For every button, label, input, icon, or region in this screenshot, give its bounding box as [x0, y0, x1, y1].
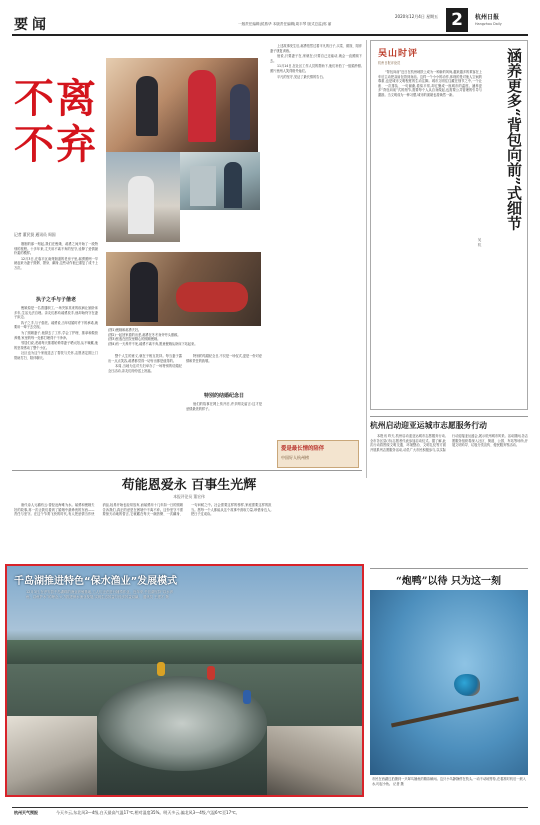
paragraph: 他说,只要妻子在,家就在;只要自己还能动,就会一直照顾下去。	[270, 54, 362, 63]
lead-headline-char-3: 不	[14, 121, 56, 168]
weather-text: 今天多云,东北风3—4级,白天最高气温17℃,相对湿度35%。明天多云,偏北风3—4级,气温6℃至17℃。	[56, 810, 240, 815]
lead-photo-4	[106, 252, 261, 326]
lead-body-col2	[108, 354, 182, 464]
worker-figure	[243, 690, 251, 704]
photo-figure	[188, 70, 216, 142]
masthead-rule	[12, 34, 528, 36]
column-rule	[366, 40, 367, 478]
paragraph: 本报讯 昨天,杭州启动迎亚运城市志愿服务行动,全市各区县(市)志愿者代表参加启动仪式。据了解,此次行动将围绕文明交通、环境整治、文明礼仪等方面开展系列志愿服务活动,动员广大市民积极参与,以实际行动迎接亚运盛会,展示杭州城市风采。活动期间,各志愿服务组织将深入社区、街道、公园、车站等场所,开展文明劝导、垃圾分类宣传、便民服务等活动。	[370, 434, 528, 452]
lead-body-col1b	[14, 306, 98, 456]
caption-line: (图2)一起回家看的出差,郝勇在冬冬身旁劳头照顾。	[108, 332, 181, 337]
photo-figure	[128, 176, 154, 234]
paragraph: 他们的故事在网上传开后,许多网友留言:这才是爱情最美的样子。	[186, 402, 262, 411]
fishery-headline: 千岛湖推进特色“保水渔业”发展模式	[14, 576, 178, 587]
hill-silhouette	[7, 640, 364, 664]
section-rule	[12, 470, 362, 471]
footer-rule	[12, 807, 528, 808]
volunteer-body	[370, 434, 528, 562]
fishery-credit: 通讯员 王建才 摄	[142, 594, 169, 599]
fish-net	[97, 676, 267, 771]
lead-body-col4	[270, 44, 362, 440]
fishery-caption-text: 12月3日,在淳安县千岛湖畔的渔业养殖基地,工人们正在进行捕捞作业。近年来,千岛湖坚持“以水养鱼、以鱼护水”的理念,大力推进保水渔业发展,实现生态效益与经济效益双赢。	[26, 590, 174, 599]
sidebar-author: 吴 杭	[478, 238, 482, 247]
volunteer-headline: 杭州启动迎亚运城市志愿服务行动	[370, 421, 487, 430]
fishery-caption	[26, 590, 176, 600]
editors-line: 一版责任编辑|侯燕华 本版责任编辑|周丰琴 版式总监|郭 丽	[238, 22, 332, 26]
paragraph: 11月14日,在社区工作人员的帮助下,他们补拍了一组婚纱照,照片里两人笑得格外灿烂。	[270, 64, 362, 73]
photo-figure	[176, 282, 248, 312]
sidebar-title	[488, 48, 522, 298]
branch	[391, 697, 519, 728]
boat-hull	[7, 716, 97, 796]
bird-caption-text: 市民在西湖边拍摄到一只翠鸟捕鱼的精彩瞬间。这只小鸟静静停在枝头,一动不动地等待,在看准时机后一跃入水,叼起小鱼。	[372, 777, 526, 786]
commentary-headline: 苟能恩爱永 百事生光辉	[121, 478, 257, 493]
paragraph: 上述故事发生后,郝勇依然过着平凡的日子,买菜、做饭、陪伴妻子康复训练。	[270, 44, 362, 53]
column-logo-sub: 中国好人杭州榜	[281, 455, 309, 460]
bird-photo	[370, 590, 528, 775]
bird-credit: 记者 摄	[393, 781, 404, 786]
paragraph: 刚刚的那一刻起,我们在俊娥、郝勇之间开始了一段特别的旅程。十多年来,丈夫用不离不弃的坚守,诠释了爱情最朴素的模样。	[14, 242, 98, 256]
weather-label: 杭州天气预报	[14, 810, 38, 815]
lead-photo-3	[106, 152, 180, 242]
photo-figure	[136, 76, 158, 136]
kingfisher-bird	[454, 674, 480, 696]
paragraph: 为了照顾妻子,他辞去了工作,学会了护理、推拿和做营养餐,家里的每一处都打理得干干净净。	[14, 330, 98, 340]
lead-body-col3	[186, 354, 262, 390]
paragraph: 12月3日,在临平区南苑街道的老房子里,郝勇照例一早就起来为妻子熬粥、擦身、翻身,这些动作他已重复了成千上万次。	[14, 256, 98, 270]
worker-figure	[157, 662, 165, 676]
paper-name-en: Hangzhou Daily	[475, 22, 502, 26]
paragraph: 俊娥原是一名普通职工,一场突如其来的疾病让她卧床多年,生活无法自理。亲友们都劝郝勇放手,他却始终守在妻子床边。	[14, 306, 98, 320]
paragraph: 整个人生的意义,就在于相互扶持。每当妻子露出一点点笑容,郝勇都觉得一切付出都是值得的。	[108, 354, 182, 363]
lead-byline: 记者 董民贤 通讯员 周国	[14, 232, 56, 237]
column-logo-title: 爱是最长情的陪伴	[281, 446, 325, 452]
paper-name: 杭州日报	[475, 14, 500, 21]
sidebar-title-text: 涵养更多“背包向前”式细节	[505, 48, 523, 231]
sidebar-column-sub: 杭州日报评论员	[378, 61, 401, 65]
paragraph: 特别的结婚纪念日,不仅是一场仪式,更是一份对爱情和责任的致敬。	[186, 354, 262, 363]
lead-headline-char-2: 离	[56, 75, 98, 122]
bird-headline: “炮鸭”以待 只为这一刻	[396, 576, 501, 587]
lead-photo-1	[106, 58, 258, 152]
bird-caption	[372, 777, 526, 803]
caption-line: (图4)有一天养并不死,郝勇不离不弃,愿意俊娥从卧床下站起来。	[108, 341, 198, 346]
lead-headline-line2	[14, 122, 98, 168]
paragraph: 唐代诗人元稹有云:曾经沧海难为水。郝勇和俊娥夫妇的故事,再一次让我们看到了婚姻中最珍贵的东西——责任与坚守。在这个节奏飞快的时代,有人把爱情当作快消品,轻易开始也轻易放弃,而郝勇用十几年如一日的照顾告诉我们,真正的爱是在困境中不离不弃。这份坚守不需要惊天动地的誓言,它就藏在每天一碗热粥、一次翻身、一句问候之中。社会需要这样的榜样,家庭需要这样的担当。愿每一个人都能从这个故事中汲取力量,珍惜身边人,把日子过成诗。	[14, 503, 272, 517]
commentary-byline: 本报评论员 董宏伟	[173, 494, 205, 499]
sidebar-body	[378, 70, 482, 404]
photo-figure	[130, 262, 158, 322]
caption-line: (图1)俊娥和郝勇夫妇。	[108, 328, 142, 332]
paragraph: 邻居们说,老郝每天推着轮椅带妻子晒太阳,从不喊累,他的坚持感动了整个小区。	[14, 341, 98, 350]
lead-headline-char-1: 不	[14, 75, 56, 122]
sidebar-column-name: 吴山时评	[378, 49, 419, 59]
section-title: 要闻	[14, 17, 50, 33]
photo-figure	[230, 84, 250, 140]
lead-captions	[108, 328, 260, 350]
paragraph: 社区也为这个家庭送去了帮扶与关怀,志愿者定期上门帮助打扫、陪伴聊天。	[14, 351, 98, 360]
subhead-1: 执子之手与子偕老	[35, 297, 76, 303]
lead-headline-char-4: 弃	[56, 121, 98, 168]
lead-body-col1	[14, 242, 98, 292]
paragraph: 本周,当地为这对夫妇举办了一场特别的结婚纪念日活动,亲友们纷纷送上祝福。	[108, 364, 182, 373]
section-rule	[370, 416, 528, 417]
section-rule	[370, 568, 528, 569]
lead-body-col3b	[186, 402, 262, 464]
paragraph: 执子之手,与子偕老。郝勇说,当年结婚时许下的承诺,就要用一辈子去兑现。	[14, 320, 98, 330]
paragraph: 平凡的坚守,见证了最长情的告白。	[277, 74, 326, 79]
caption-line: (图3)张逸在医院里精心的照顾俊娥。	[108, 337, 161, 342]
lead-headline-line1	[14, 76, 98, 122]
boat-hull	[267, 726, 364, 796]
sidebar-column-logo	[378, 46, 464, 66]
subhead-2: 特别的结婚纪念日	[203, 393, 244, 399]
column-logo	[277, 440, 359, 468]
date-line: 2020年12月4日 星期五	[395, 14, 439, 19]
photo-figure	[224, 162, 242, 208]
commentary-body	[14, 503, 360, 563]
page-number: 2	[446, 8, 468, 32]
paragraph: “背包向前”近日在杭州地铁上成为一种新的风尚,越来越多的乘客在上车后主动把双肩包背到身前。这样一个小小的动作,体现的是对他人空间的尊重,也是城市文明程度的生动注脚。城市文明往往藏在细节之中,一个让座、一次排队、一句谢谢,看似平常,却汇聚成一座城市的温度。涵养更多“背包向前”式的细节,需要每个人从自身做起,也需要公共管理的引导与激励。当文明成为一种习惯,城市的面貌也将焕然一新。	[378, 70, 482, 97]
worker-figure	[207, 666, 215, 680]
photo-figure	[190, 166, 216, 206]
lead-photo-2	[180, 152, 260, 210]
